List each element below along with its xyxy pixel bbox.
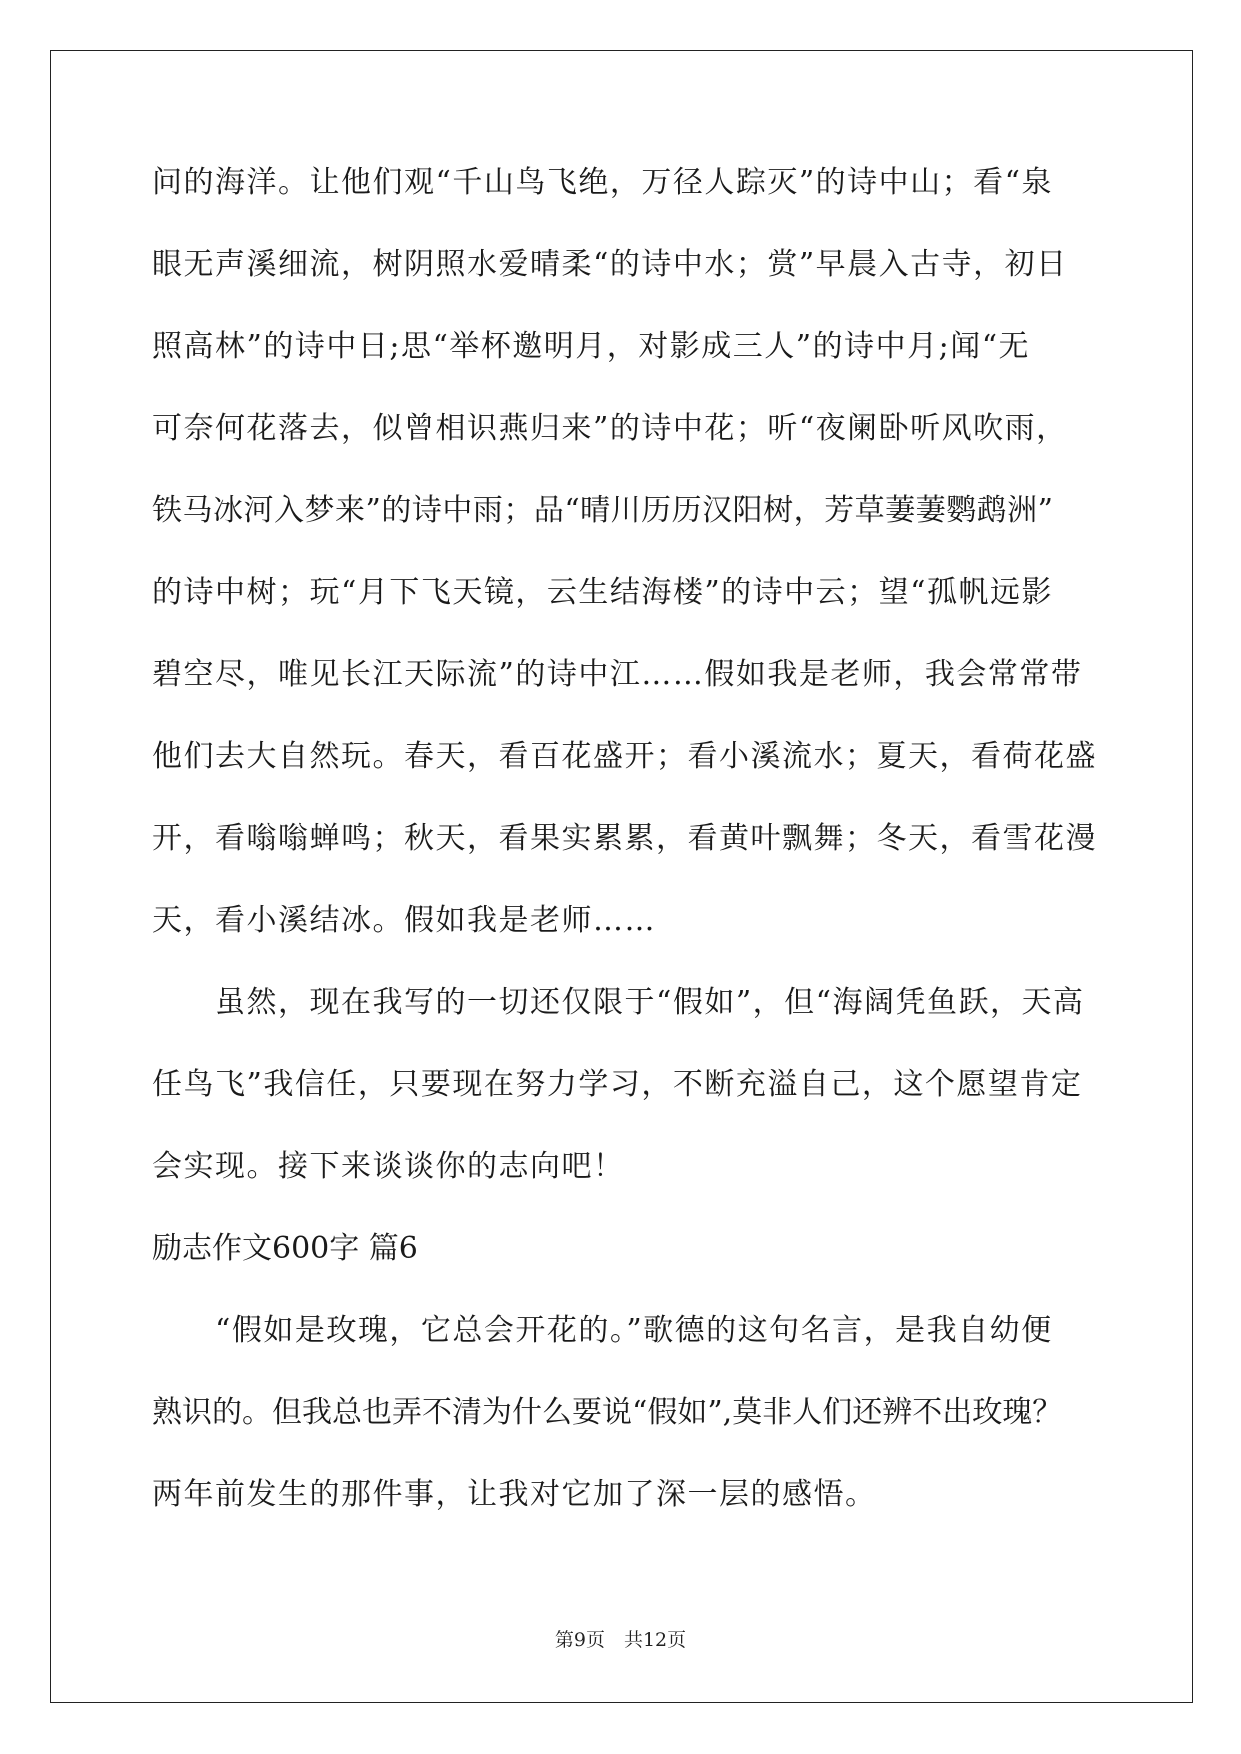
page-number-footer: 第9页 共12页 [554, 1629, 687, 1651]
text-line: 天，看小溪结冰。假如我是老师…… [152, 903, 656, 938]
text-line: 任鸟飞”我信任，只要现在努力学习，不断充溢自己，这个愿望肯定 [152, 1067, 1083, 1102]
text-line: 开，看嗡嗡蝉鸣；秋天，看果实累累，看黄叶飘舞；冬天，看雪花漫 [152, 821, 1097, 856]
text-line: 照高林”的诗中日;思“举杯邀明月，对影成三人”的诗中月;闻“无 [152, 329, 1031, 364]
text-line: 熟识的。但我总也弄不清为什么要说“假如”,莫非人们还辨不出玫瑰？ [152, 1395, 1063, 1430]
text-line: 可奈何花落去，似曾相识燕归来”的诗中花；听“夜阑卧听风吹雨， [152, 411, 1068, 446]
section-heading: 励志作文600字 篇6 [152, 1231, 418, 1266]
paragraph-start-line: “假如是玫瑰，它总会开花的。”歌德的这句名言，是我自幼便 [152, 1313, 1053, 1348]
text-line: 的诗中树；玩“月下飞天镜，云生结海楼”的诗中云；望“孤帆远影 [152, 575, 1054, 610]
text-line: 碧空尽，唯见长江天际流”的诗中江……假如我是老师，我会常常带 [152, 657, 1083, 692]
paragraph-start-line: 虽然，现在我写的一切还仅限于“假如”，但“海阔凭鱼跃，天高 [152, 985, 1085, 1020]
text-line: 铁马冰河入梦来”的诗中雨；品“晴川历历汉阳树，芳草萋萋鹦鹉洲” [152, 493, 1054, 528]
text-line: 会实现。接下来谈谈你的志向吧！ [152, 1149, 625, 1184]
document-body [152, 158, 1097, 1552]
text-line: 他们去大自然玩。春天，看百花盛开；看小溪流水；夏天，看荷花盛 [152, 739, 1097, 774]
text-line: 问的海洋。让他们观“千山鸟飞绝，万径人踪灭”的诗中山；看“泉 [152, 165, 1054, 200]
text-line: 眼无声溪细流，树阴照水爱晴柔“的诗中水；赏”早晨入古寺，初日 [152, 247, 1068, 282]
text-line: 两年前发生的那件事，让我对它加了深一层的感悟。 [152, 1477, 877, 1512]
